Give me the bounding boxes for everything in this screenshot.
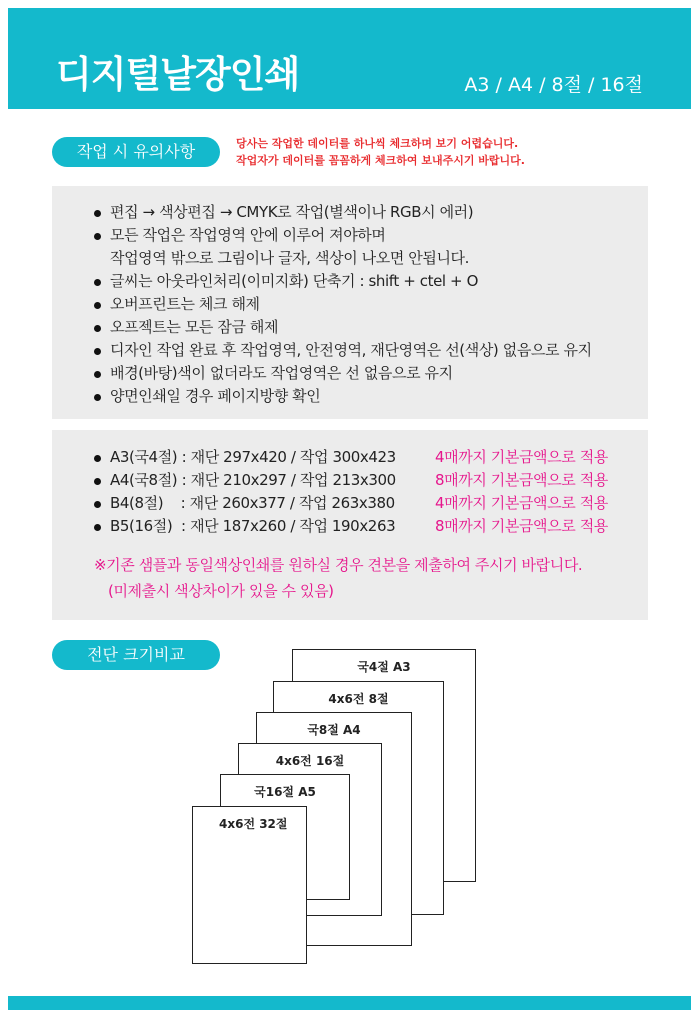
sheet-a3: 국4절 A3 — [292, 649, 476, 882]
bullet-icon — [94, 501, 101, 508]
list-item: 글씨는 아웃라인처리(이미지화) 단축기 : shift + ctel + O — [52, 270, 648, 293]
list-item-continuation: 작업영역 밖으로 그림이나 글자, 색상이 나오면 안됩니다. — [110, 249, 470, 267]
precautions-list — [52, 186, 648, 408]
size-row — [52, 515, 648, 538]
sheet-a4: 국8절 A4 — [256, 712, 412, 946]
size-spec: A4(국8절) : 재단 210x297 / 작업 213x300 — [110, 471, 396, 489]
footer-bar — [8, 996, 691, 1010]
bullet-icon — [94, 455, 101, 462]
notice-line-2: 작업자가 데이터를 꼼꼼하게 체크하여 보내주시기 바랍니다. — [236, 154, 525, 167]
sheet-8jeol: 4x6전 8절 — [273, 681, 444, 915]
sample-note-sub: (미제출시 색상차이가 있을 수 있음) — [108, 582, 334, 600]
price-note: 8매까지 기본금액으로 적용 — [435, 517, 608, 535]
comparison-label: 전단 크기비교 — [52, 640, 220, 670]
list-item: 양면인쇄일 경우 페이지방향 확인 — [52, 385, 648, 408]
list-item: 모든 작업은 작업영역 안에 이루어 져야하며 — [52, 224, 648, 247]
bullet-icon — [94, 371, 101, 378]
precautions-panel — [52, 186, 648, 419]
sizes-list — [52, 430, 648, 538]
bullet-icon — [94, 279, 101, 286]
notice-line-1: 당사는 작업한 데이터를 하나씩 체크하며 보기 어렵습니다. — [236, 137, 519, 150]
size-row — [52, 492, 648, 515]
page-title: 디지털낱장인쇄 — [56, 53, 300, 96]
list-item: 디자인 작업 완료 후 작업영역, 안전영역, 재단영역은 선(색상) 없음으로 유지 — [52, 339, 648, 362]
sizes-panel — [52, 430, 648, 620]
list-item: 오버프린트는 체크 해제 — [52, 293, 648, 316]
sample-note: ※기존 샘플과 동일색상인쇄를 원하실 경우 견본을 제출하여 주시기 바랍니다. — [94, 556, 583, 574]
sheet-a5: 국16절 A5 — [220, 774, 350, 900]
bullet-icon — [94, 302, 101, 309]
bullet-icon — [94, 325, 101, 332]
list-item: 편집 → 색상편집 → CMYK로 작업(별색이나 RGB시 에러) — [52, 201, 648, 224]
bullet-icon — [94, 210, 101, 217]
notice-text — [236, 135, 525, 169]
size-row — [52, 469, 648, 492]
bullet-icon — [94, 348, 101, 355]
size-spec: A3(국4절) : 재단 297x420 / 작업 300x423 — [110, 448, 396, 466]
bullet-icon — [94, 233, 101, 240]
precautions-label: 작업 시 유의사항 — [52, 137, 220, 167]
size-row — [52, 446, 648, 469]
bullet-icon — [94, 394, 101, 401]
supported-sizes: A3 / A4 / 8절 / 16절 — [464, 74, 643, 96]
bullet-icon — [94, 524, 101, 531]
price-note: 8매까지 기본금액으로 적용 — [435, 471, 608, 489]
size-spec: B5(16절) : 재단 187x260 / 작업 190x263 — [110, 517, 396, 535]
sheet-16jeol: 4x6전 16절 — [238, 743, 382, 916]
header-banner — [8, 8, 691, 109]
sheet-32jeol: 4x6전 32절 — [192, 806, 307, 964]
size-spec: B4(8절) : 재단 260x377 / 작업 263x380 — [110, 494, 395, 512]
list-item: 배경(바탕)색이 없더라도 작업영역은 선 없음으로 유지 — [52, 362, 648, 385]
price-note: 4매까지 기본금액으로 적용 — [435, 448, 608, 466]
price-note: 4매까지 기본금액으로 적용 — [435, 494, 608, 512]
bullet-icon — [94, 478, 101, 485]
list-item: 오프젝트는 모든 잠금 해제 — [52, 316, 648, 339]
